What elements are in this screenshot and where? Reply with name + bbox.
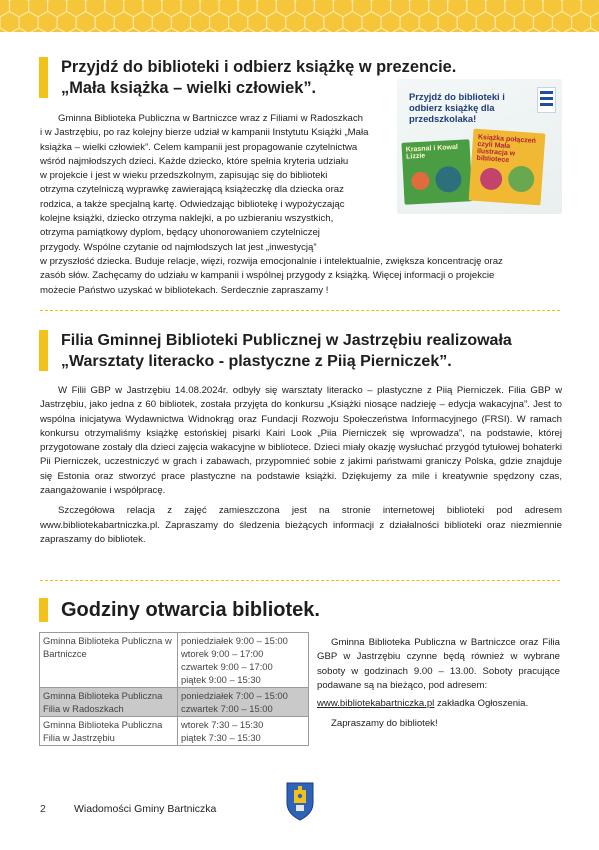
article1-heading-line2: „Mała książka – wielki człowiek”.: [61, 79, 317, 97]
saturday-note: Gminna Biblioteka Publiczna w Bartniczce oraz Filia GBP w Jastrzębiu czynne będą również w wybrane soboty w godzinach 9.00 – 13.00. Soboty pracujące podawane są na bieżąco, pod adresem:: [317, 637, 560, 691]
poster-book-1-title: Krasnal i Kowal Lizzie: [405, 143, 459, 161]
article1-line: w projekcie i jest w wieku przedszkolnym, zapisując się do biblioteki: [40, 170, 328, 182]
poster-book-2: [469, 129, 546, 206]
table-row: [40, 717, 309, 746]
hours-heading: [39, 598, 320, 622]
library-website-link[interactable]: www.bibliotekabartniczka.pl: [317, 698, 435, 710]
article1-line: możecie Państwo uzyskać w bibliotekach. Serdecznie zapraszamy !: [40, 284, 329, 296]
hours-line: wtorek 9:00 – 17:00: [181, 648, 264, 659]
library-hours: [178, 633, 309, 688]
article1-line: książka – wielki człowiek”. Celem kampanii jest propagowanie czytelnictwa: [40, 141, 358, 153]
hours-title: Godziny otwarcia bibliotek.: [61, 599, 320, 621]
hours-line: wtorek 7:30 – 15:30: [181, 719, 264, 730]
poster-book-1: [401, 139, 472, 204]
hours-line: piątek 9:00 – 15:30: [181, 674, 261, 685]
hours-line: czwartek 9:00 – 17:00: [181, 661, 273, 672]
accent-bar: [39, 598, 48, 622]
article2-heading-line1: Filia Gminnej Biblioteki Publicznej w Jastrzębiu realizowała: [61, 332, 512, 349]
article1-line: Gminna Biblioteka Publiczna w Bartniczce wraz z Filiami w Radoszkach: [58, 113, 363, 124]
accent-bar: [39, 330, 48, 371]
article1-line: otrzyma czytelniczą wyprawkę zawierającą książeczkę dla dziecka oraz: [40, 184, 344, 196]
section-divider: [40, 580, 560, 581]
library-name: Gminna Biblioteka Publiczna Filia w Radoszkach: [40, 688, 178, 717]
website-suffix: zakładka Ogłoszenia.: [434, 698, 529, 710]
opening-hours-table: [39, 632, 309, 746]
article1-line: zasób słów. Zachęcamy do udziału w kampanii i wspólnej przygody z książką. Więcej informacji o projekcie: [40, 270, 495, 282]
article1-line: wśród najmłodszych dzieci. Każde dziecko, które spełnia kryteria udziału: [40, 155, 349, 167]
library-hours: [178, 717, 309, 746]
hours-note: [317, 636, 560, 732]
article2-paragraph: Szczegółowa relacja z zajęć zamieszczona jest na stronie internetowej biblioteki pod adresem www.bibliotekabartniczka.pl. Zapraszamy do śledzenia bieżących informacji z działalności biblioteki oraz niezmiennie zapraszamy do bibliotek.: [40, 505, 562, 545]
article2-heading-line2: „Warsztaty literacko - plastyczne z Piią Pierniczek”.: [61, 353, 452, 370]
article1-line: kolejne książki, dziecko otrzyma naklejki, a po uzbieraniu wszystkich,: [40, 213, 334, 225]
article1-heading-line1: Przyjdź do biblioteki i odbierz książkę w prezencie.: [61, 58, 457, 76]
hours-line: poniedziałek 7:00 – 15:00: [181, 690, 288, 701]
article1-line: w przyszłość dziecka. Buduje relacje, więzi, rozwija emocjonalnie i intelektualnie, zwiększa koncentrację oraz: [40, 256, 503, 267]
poster-title: Przyjdź do biblioteki i odbierz książkę dla przedszkolaka!: [409, 91, 505, 124]
article2-paragraph: W Filii GBP w Jastrzębiu 14.08.2024r. odbyły się warsztaty literacko – plastyczne z Piią Pierniczek. Filia GBP w Jastrzębiu, jako jedna z 60 bibliotek, została przyjęta do konkursu „Książki niosące nadzieję – edycja wakacyjna”. Jest to wspólna inicjatywa Wydawnictwa Widnokrąg oraz Fundacji Rozwoju Społeczeństwa Informacyjnego (FRSI). W ramach konkursu otrzymaliśmy książkę estońskiej pisarki Kairi Look „Piia Pierniczek się wprowadza”, na podstawie, której przygotowane zostały dla dzieci zajęcia wakacyjne w bibliotece. Dzieci miały okazję wysłuchać przygód tytułowej bohaterki Pii Pierniczek, uczestniczyć w grach i zabawach, przypomnieć sobie z jakimi państwami graniczy Polska, gdzie znajduje się Estonia oraz stworzyć prace plastyczne na podstawie książki. Dziękujemy za mile i kreatywnie spędzony czas, zaangażowanie i współpracę.: [40, 385, 562, 497]
section-divider: [40, 310, 560, 311]
library-hours: [178, 688, 309, 717]
poster-book-2-title: Książka połączeń czyli Mała ilustracja w bibliotece: [476, 133, 537, 165]
website-line: [317, 697, 560, 711]
closing-text: Zapraszamy do bibliotek!: [331, 718, 438, 730]
accent-bar: [39, 57, 48, 98]
article1-heading: [39, 57, 456, 99]
article1-body-narrow: [40, 112, 392, 255]
library-name: Gminna Biblioteka Publiczna Filia w Jastrzębiu: [40, 717, 178, 746]
table-row: [40, 688, 309, 717]
article2-body: [40, 384, 562, 547]
article1-line: przygody. Wspólne czytanie od najmłodszych lat jest „inwestycją”: [40, 241, 317, 253]
publication-title: Wiadomości Gminy Bartniczka: [74, 803, 217, 815]
page-number: 2: [40, 803, 46, 815]
honeycomb-border: [0, 0, 599, 32]
article2-heading: [39, 330, 512, 372]
institute-logo-icon: [537, 87, 556, 113]
hours-line: czwartek 7:00 – 15:00: [181, 703, 273, 714]
table-row: [40, 633, 309, 688]
article1-line: i w Jastrzębiu, po raz kolejny bierze udział w kampanii Instytutu Książki „Mała: [40, 127, 369, 139]
coat-of-arms-icon: [285, 781, 315, 821]
article1-line: otrzyma pamiątkowy dyplom, będący uhonorowaniem czytelniczej: [40, 227, 320, 239]
article1-line: rodzica, a także specjalną kartę. Odwiedzając bibliotekę i wypożyczając: [40, 198, 345, 210]
hours-line: poniedziałek 9:00 – 15:00: [181, 635, 288, 646]
article1-body-wide: [40, 255, 562, 298]
library-name: Gminna Biblioteka Publiczna w Bartniczce: [40, 633, 178, 688]
hours-line: piątek 7:30 – 15:30: [181, 732, 261, 743]
campaign-poster-image: [397, 79, 562, 214]
